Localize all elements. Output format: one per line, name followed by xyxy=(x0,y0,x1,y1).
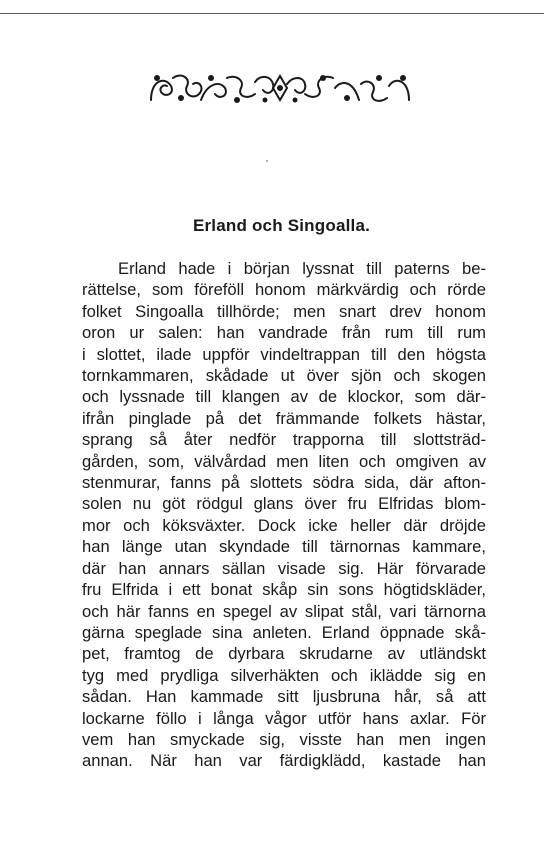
speck xyxy=(266,160,268,162)
text-line: och lyssnade till klangen av de klockor, som där- xyxy=(82,387,486,407)
text-line: gården, som, välvårdad men liten och omgiven av xyxy=(82,451,486,471)
text-line: folket Singoalla tillhörde; men snart drev honom xyxy=(82,301,486,321)
text-line: ifrån pinglade på det främmande folkets hästar, xyxy=(82,408,486,428)
text-line: vem han smyckade sig, visste han men ingen xyxy=(82,729,486,749)
text-line: oron ur salen: han vandrade från rum till rum xyxy=(82,323,486,343)
text-line: pet, framtog de dyrbara skrudarne av utländskt xyxy=(82,644,486,664)
text-line: sprang så åter nedför trapporna till slottsträd- xyxy=(82,430,486,450)
text-line: och här fanns en spegel av slipat stål, vari tärnorna xyxy=(82,601,486,621)
text-line: i slottet, ilade uppför vindeltrappan till den högsta xyxy=(82,344,486,364)
text-line: lockarne föllo i långa vågor utför hans axlar. För xyxy=(82,708,486,728)
text-line: rättelse, som föreföll honom märkvärdig och rörde xyxy=(82,280,486,300)
chapter-title: Erland och Singoalla. xyxy=(192,216,371,235)
text-line: annan. När han var färdigklädd, kastade han xyxy=(82,751,486,771)
decorative-vignette-icon xyxy=(147,70,413,106)
text-line: gärna speglade sina anleten. Erland öppnade skå- xyxy=(82,622,486,642)
text-line: tyg med prydliga silverhäkten och ikläddе sig en xyxy=(82,665,486,685)
text-line: han länge utan skyndade till tärnornas kammare, xyxy=(82,537,486,557)
text-line: tornkammaren, skådade ut över sjön och skogen xyxy=(82,366,486,386)
text-line: sådan. Han kammade sitt ljusbruna hår, så att xyxy=(82,687,486,707)
top-rule xyxy=(0,13,544,14)
text-line: där han annars sällan visade sig. Här förvarade xyxy=(82,558,486,578)
text-line: Erland hade i början lyssnat till paterns be- xyxy=(118,259,486,278)
text-line: stenmurar, fanns på slottets södra sida, där afton- xyxy=(82,473,486,493)
body-paragraph xyxy=(82,258,486,772)
text-line: solen nu göt rödgul glans över fru Elfridas blom- xyxy=(82,494,486,514)
text-line: fru Elfrida i ett bonat skåp sin sons högtidskläder, xyxy=(82,580,486,600)
text-line: mor och köksväxter. Dock icke heller där dröjde xyxy=(82,515,486,535)
